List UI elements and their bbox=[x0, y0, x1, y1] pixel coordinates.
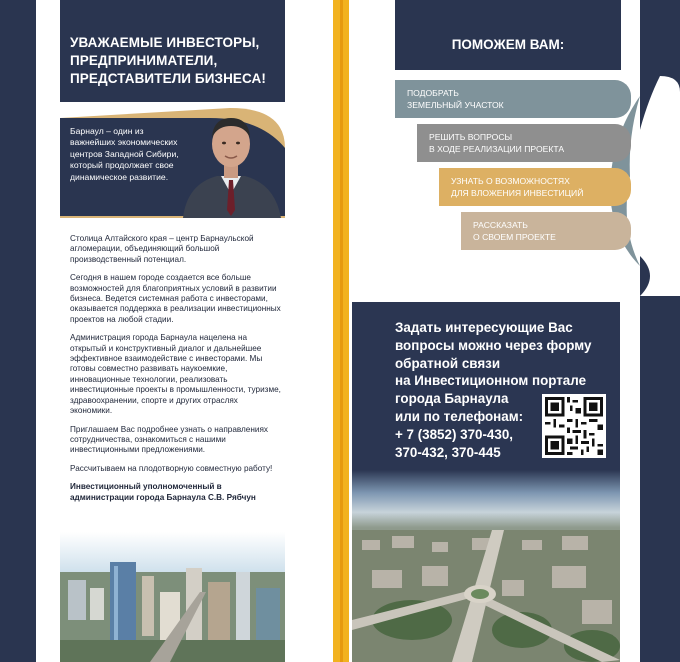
phone-line[interactable]: + 7 (3852) 370-430, bbox=[395, 426, 513, 442]
option-line: ЗЕМЕЛЬНЫЙ УЧАСТОК bbox=[407, 100, 504, 110]
left-heading-block bbox=[60, 0, 285, 102]
spine-gold-stripe bbox=[340, 0, 343, 662]
option-line: РАССКАЗАТЬ bbox=[473, 219, 528, 230]
paragraph-1: Столица Алтайского края – центр Барнаульской агломерации, объединяющий большой производственный потенциал. bbox=[70, 234, 254, 264]
option-line: ДЛЯ ВЛОЖЕНИЯ ИНВЕСТИЦИЙ bbox=[451, 188, 584, 198]
phone-line[interactable]: 370-432, 370-445 bbox=[395, 444, 501, 460]
contact-block bbox=[352, 302, 620, 492]
paragraph-3: Администрация города Барнаула нацелена на открытый и конструктивный диалог и дальнейшее эффективное взаимодействие с инвесторами. Мы готовы совместно развивать наукоемкие, инновационные технологии, реализовать инвестиционные проекты в промышленности, туризме, здравоохранении, спорте и других отраслях экономики. bbox=[70, 333, 281, 416]
contact-line: или по телефонам: bbox=[395, 409, 524, 425]
official-portrait bbox=[177, 98, 285, 218]
paragraph-5: Рассчитываем на плодотворную совместную работу! bbox=[70, 463, 273, 473]
option-tell-about-project[interactable] bbox=[461, 212, 631, 250]
option-line: УЗНАТЬ О ВОЗМОЖНОСТЯХ bbox=[451, 175, 570, 186]
option-line: РЕШИТЬ ВОПРОСЫ bbox=[429, 131, 513, 142]
left-heading: УВАЖАЕМЫЕ ИНВЕСТОРЫ, ПРЕДПРИНИМАТЕЛИ, ПРЕДСТАВИТЕЛИ БИЗНЕСА! bbox=[70, 35, 266, 86]
left-edge-band bbox=[0, 0, 36, 662]
left-gutter bbox=[36, 0, 60, 662]
contact-line: Задать интересующие Вас bbox=[395, 320, 573, 335]
option-land-plot[interactable] bbox=[395, 80, 631, 118]
right-heading: ПОМОЖЕМ ВАМ: bbox=[451, 36, 565, 52]
paragraph-4: Приглашаем Вас подробнее узнать о направлениях сотрудничества, ознакомиться с нашими инвестиционными предложениями. bbox=[70, 424, 268, 455]
option-line: В ХОДЕ РЕАЛИЗАЦИИ ПРОЕКТА bbox=[429, 144, 565, 154]
body-text bbox=[70, 234, 282, 511]
city-photo-left bbox=[60, 532, 285, 662]
contact-line: вопросы можно через форму bbox=[395, 337, 592, 353]
right-heading-block bbox=[395, 0, 621, 70]
quote-text: Барнаул – один из важнейших экономических центров Западной Сибири, который продолжает свое динамическое развитие. bbox=[70, 126, 179, 182]
qr-code-icon[interactable] bbox=[542, 394, 606, 458]
option-line: О СВОЕМ ПРОЕКТЕ bbox=[473, 232, 556, 242]
contact-line: на Инвестиционном портале bbox=[395, 373, 587, 389]
contact-line: обратной связи bbox=[395, 355, 501, 371]
city-photo-right bbox=[352, 470, 620, 662]
option-line: ПОДОБРАТЬ bbox=[407, 87, 459, 98]
option-project-issues[interactable] bbox=[417, 124, 631, 162]
contact-line: города Барнаула bbox=[395, 391, 509, 407]
option-investment-opportunities[interactable] bbox=[439, 168, 631, 206]
help-options bbox=[395, 74, 680, 294]
paragraph-2: Сегодня в нашем городе создается все больше возможностей для благоприятных условий в развитии бизнеса. Ведется системная работа с инвесторами, оказывается поддержка в реализации инвестиционных проектов на любой стадии. bbox=[70, 273, 281, 324]
signature: Инвестиционный уполномоченный в администрации города Барнаула С.В. Рябчун bbox=[70, 482, 256, 502]
